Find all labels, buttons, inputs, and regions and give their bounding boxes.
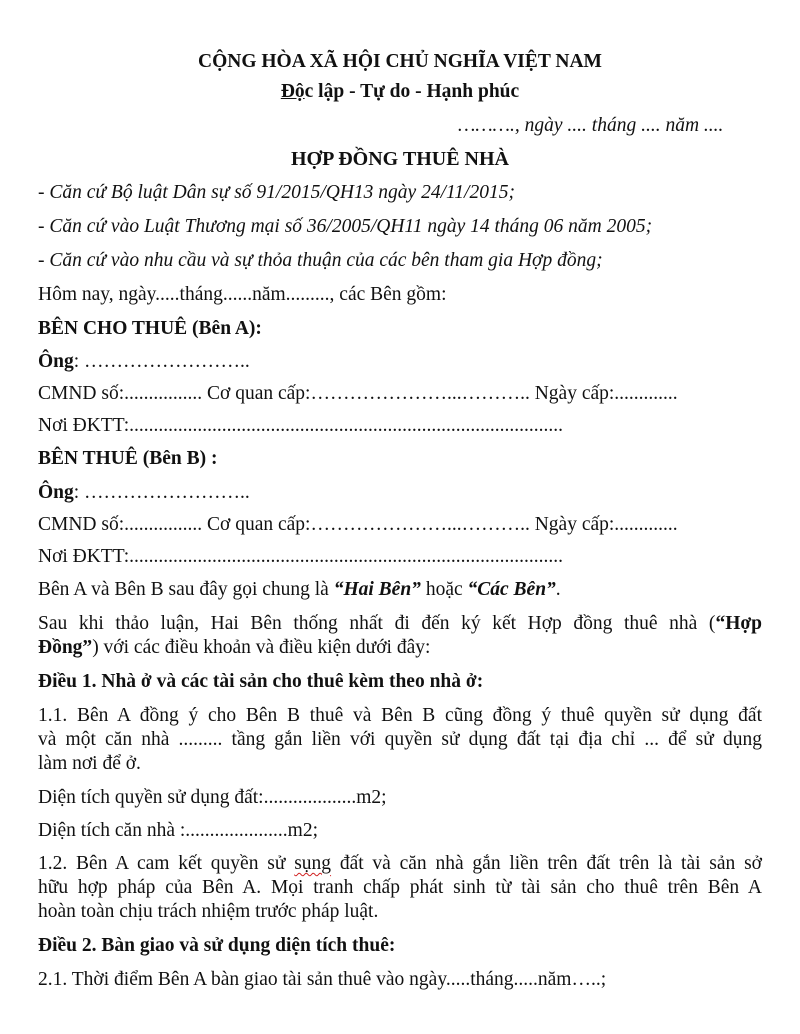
contract-title: HỢP ĐỒNG THUÊ NHÀ bbox=[291, 148, 509, 170]
basis-agreement: - Căn cứ vào nhu cầu và sự thỏa thuận của các bên tham gia Hợp đồng; bbox=[38, 250, 603, 271]
party-a-name-blank: : …………………….. bbox=[73, 351, 250, 372]
article-1-2-line-3: hoàn toàn chịu trách nhiệm trước pháp luật. bbox=[38, 901, 379, 922]
national-title: CỘNG HÒA XÃ HỘI CHỦ NGHĨA VIỆT NAM bbox=[198, 51, 602, 72]
agreement-line-1 bbox=[38, 612, 762, 636]
collective-pre: Bên A và Bên B sau đây gọi chung là bbox=[38, 579, 334, 600]
article-2-1-line: 2.1. Thời điểm Bên A bàn giao tài sản thuê vào ngày.....tháng.....năm…..; bbox=[38, 969, 607, 990]
date-line: ………., ngày .... tháng .... năm .... bbox=[458, 115, 724, 136]
land-area-line: Diện tích quyền sử dụng đất:...................m2; bbox=[38, 787, 387, 808]
article-1-1-line-2: và một căn nhà ......... tầng gắn liền với quyền sử dụng đất tại địa chỉ ... để sử dụng bbox=[38, 729, 762, 750]
motto-part2: c lập - Tự do - Hạnh phúc bbox=[304, 81, 520, 102]
party-b-name-line bbox=[38, 481, 250, 505]
collective-mid: hoặc bbox=[420, 579, 468, 600]
basis-civil-code: - Căn cứ Bộ luật Dân sự số 91/2015/QH13 ngày 24/11/2015; bbox=[38, 182, 515, 203]
misspelled-word: sụng bbox=[294, 853, 332, 874]
article-1-2-pre: 1.2. Bên A cam kết quyền sử bbox=[38, 853, 295, 874]
agreement-term-hop: “Hợp bbox=[715, 613, 762, 634]
agreement-line-2-text: ) với các điều khoản và điều kiện dưới đây: bbox=[92, 637, 431, 658]
party-b-name-blank: : …………………….. bbox=[73, 482, 250, 503]
motto bbox=[0, 80, 800, 104]
party-a-heading: BÊN CHO THUÊ (Bên A): bbox=[38, 318, 262, 339]
party-a-name-line bbox=[38, 350, 250, 374]
collective-term-cac-ben: “Các Bên” bbox=[467, 579, 556, 600]
party-b-heading: BÊN THUÊ (Bên B) : bbox=[38, 448, 218, 469]
collective-names-line bbox=[38, 578, 561, 602]
intro-line: Hôm nay, ngày.....tháng......năm........., các Bên gồm: bbox=[38, 284, 447, 305]
article-1-1-line-3: làm nơi để ở. bbox=[38, 753, 141, 774]
party-b-address-line: Nơi ĐKTT:......................................................................................... bbox=[38, 546, 563, 567]
article-2-heading: Điều 2. Bàn giao và sử dụng diện tích thuê: bbox=[38, 935, 396, 956]
basis-commercial-law: - Căn cứ vào Luật Thương mại số 36/2005/QH11 ngày 14 tháng 06 năm 2005; bbox=[38, 216, 653, 237]
party-b-id-line: CMND số:................ Cơ quan cấp:…………………...……….. Ngày cấp:............. bbox=[38, 514, 678, 535]
agreement-line-1-text: Sau khi thảo luận, Hai Bên thống nhất đi đến ký kết Hợp đồng thuê nhà ( bbox=[38, 613, 716, 634]
article-1-2-post: đất và căn nhà gắn liền trên đất trên là tài sản sở bbox=[331, 853, 762, 874]
article-1-2-line-2: hữu hợp pháp của Bên A. Mọi tranh chấp phát sinh từ tài sản cho thuê trên Bên A bbox=[38, 877, 762, 898]
article-1-1-line-1: 1.1. Bên A đồng ý cho Bên B thuê và Bên B cũng đồng ý thuê quyền sử dụng đất bbox=[38, 705, 762, 726]
agreement-term-dong: Đồng” bbox=[38, 637, 93, 658]
party-b-name-label: Ông bbox=[38, 482, 74, 503]
article-1-heading: Điều 1. Nhà ở và các tài sản cho thuê kèm theo nhà ở: bbox=[38, 671, 484, 692]
party-a-id-line: CMND số:................ Cơ quan cấp:…………………...……….. Ngày cấp:............. bbox=[38, 383, 678, 404]
party-a-address-line: Nơi ĐKTT:......................................................................................... bbox=[38, 415, 563, 436]
agreement-line-2 bbox=[38, 636, 430, 660]
motto-part1: Độ bbox=[280, 81, 305, 102]
house-area-line: Diện tích căn nhà :.....................m2; bbox=[38, 820, 318, 841]
collective-post: . bbox=[555, 579, 561, 600]
collective-term-hai-ben: “Hai Bên” bbox=[333, 579, 421, 600]
article-1-2-line-1 bbox=[38, 852, 762, 876]
party-a-name-label: Ông bbox=[38, 351, 74, 372]
